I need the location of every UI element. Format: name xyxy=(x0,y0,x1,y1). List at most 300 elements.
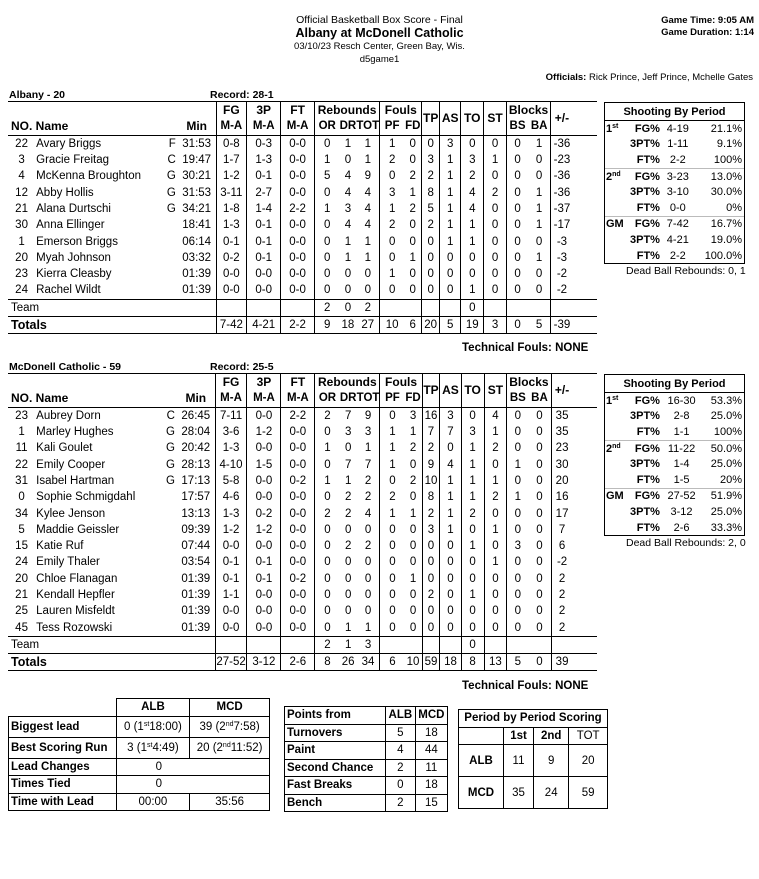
team-row-blank xyxy=(247,636,281,653)
col-st: ST xyxy=(484,374,507,408)
player-name-cell xyxy=(35,233,178,249)
player-ft: 0-0 xyxy=(281,424,315,440)
player-or: 0 xyxy=(324,556,331,569)
player-name: Lauren Misfeldt xyxy=(36,605,115,618)
player-ba: 0 xyxy=(528,282,551,299)
totals-or: 8 xyxy=(324,656,331,669)
player-assists: 1 xyxy=(440,233,461,249)
player-ba: 0 xyxy=(528,554,551,570)
player-steals: 2 xyxy=(484,489,507,505)
player-number: 24 xyxy=(15,556,28,569)
player-turnovers: 3 xyxy=(461,152,484,168)
col-tp-ma: M-A xyxy=(247,118,281,135)
player-or: 0 xyxy=(324,540,331,553)
col-3p: 3P xyxy=(247,102,281,119)
shooting-percent: 19.0% xyxy=(710,233,742,246)
period-header-2: 2nd xyxy=(534,727,569,745)
player-row xyxy=(8,233,597,249)
period-suffix: st xyxy=(612,122,619,130)
period-scoring-title: Period by Period Scoring xyxy=(459,710,608,728)
player-fd: 0 xyxy=(404,233,422,249)
player-bs: 0 xyxy=(514,556,522,569)
team-row-dr: 1 xyxy=(344,638,352,651)
player-name: Anna Ellinger xyxy=(36,219,105,232)
player-fg: 3-6 xyxy=(215,424,247,440)
player-number: 30 xyxy=(15,219,28,232)
player-bs: 0 xyxy=(514,621,522,634)
player-points: 3 xyxy=(422,522,440,538)
col-rebounds: Rebounds xyxy=(315,374,380,391)
team-row-dr: 0 xyxy=(344,301,352,314)
player-minutes: 20:42 xyxy=(177,440,215,456)
col-fouls: Fouls xyxy=(380,374,422,391)
shooting-row xyxy=(605,504,744,520)
player-ft: 0-0 xyxy=(281,538,315,554)
report-title: Official Basketball Box Score - Final xyxy=(296,14,463,26)
team-row-blank xyxy=(178,299,216,316)
player-fg: 1-7 xyxy=(216,152,247,168)
player-turnovers: 1 xyxy=(461,440,484,456)
player-ft: 0-0 xyxy=(281,135,315,152)
player-position: G xyxy=(165,458,175,471)
player-plus-minus: 6 xyxy=(558,540,566,553)
player-or: 0 xyxy=(324,572,331,585)
player-fd: 2 xyxy=(404,473,422,489)
player-fd: 0 xyxy=(404,152,422,168)
player-plus-minus: 7 xyxy=(558,523,566,536)
player-plus-minus: -3 xyxy=(556,235,568,248)
player-fd: 0 xyxy=(404,489,422,505)
player-bs: 1 xyxy=(514,491,522,504)
player-ba: 0 xyxy=(528,587,551,603)
period-total-score: 20 xyxy=(569,745,608,777)
player-steals: 0 xyxy=(484,233,507,249)
team-row-blank xyxy=(484,299,507,316)
player-name: Myah Johnson xyxy=(36,251,111,264)
shooting-period xyxy=(605,184,628,200)
player-or: 1 xyxy=(324,154,331,167)
header-row xyxy=(8,118,597,135)
player-assists: 0 xyxy=(440,250,461,266)
player-minutes: 31:53 xyxy=(178,184,216,200)
player-dr: 0 xyxy=(344,442,352,455)
player-ba: 0 xyxy=(528,168,551,184)
totals-ba: 5 xyxy=(528,316,551,333)
player-steals: 2 xyxy=(484,440,507,456)
player-steals: 1 xyxy=(484,522,507,538)
shooting-made-attempted: 16-30 xyxy=(667,394,696,407)
shooting-made-attempted: 3-10 xyxy=(666,186,689,199)
player-ba: 0 xyxy=(528,571,551,587)
player-minutes: 26:45 xyxy=(177,407,215,424)
player-3p: 1-4 xyxy=(247,201,281,217)
player-name-cell xyxy=(35,505,177,521)
player-ft: 0-0 xyxy=(281,168,315,184)
player-number: 0 xyxy=(18,491,25,504)
player-reb-tot: 2 xyxy=(357,473,380,489)
col-ba: BA xyxy=(528,390,551,407)
shooting-row xyxy=(605,232,744,248)
player-dr: 1 xyxy=(344,621,352,634)
shooting-period xyxy=(605,168,628,184)
player-name-cell xyxy=(35,522,177,538)
player-or: 5 xyxy=(324,170,331,183)
player-minutes: 31:53 xyxy=(178,135,216,152)
player-points: 8 xyxy=(422,489,440,505)
player-3p: 0-2 xyxy=(247,505,281,521)
player-fd: 0 xyxy=(404,554,422,570)
player-fd: 0 xyxy=(404,135,422,152)
player-ba: 0 xyxy=(528,440,551,456)
game-time-block xyxy=(620,15,754,39)
player-pf: 1 xyxy=(389,507,396,520)
shooting-percent: 13.0% xyxy=(710,170,742,183)
shooting-label: 3PT% xyxy=(630,138,660,151)
player-number: 21 xyxy=(15,589,28,601)
points-from-label: Turnovers xyxy=(285,724,386,742)
box-score-table xyxy=(8,373,597,671)
player-fg: 3-11 xyxy=(216,184,247,200)
player-plus-minus: 2 xyxy=(558,605,566,618)
player-assists: 0 xyxy=(440,440,461,456)
player-number: 11 xyxy=(15,442,28,455)
player-assists: 1 xyxy=(440,505,461,521)
header-spacer xyxy=(8,102,35,119)
col-tp: TP xyxy=(422,102,440,136)
col-to: TO xyxy=(461,102,484,136)
col-tp: TP xyxy=(422,374,440,408)
player-plus-minus: -36 xyxy=(553,186,571,199)
player-turnovers: 0 xyxy=(461,554,484,570)
player-turnovers: 0 xyxy=(461,522,484,538)
player-pf: 0 xyxy=(388,284,396,297)
box-score-table xyxy=(8,101,597,334)
header-spacer xyxy=(177,374,215,391)
shooting-period xyxy=(605,504,628,520)
player-name-cell xyxy=(35,407,177,424)
shooting-period xyxy=(605,520,628,536)
player-reb-tot: 7 xyxy=(357,456,380,472)
player-fg: 0-1 xyxy=(215,571,247,587)
shooting-made-attempted: 1-1 xyxy=(673,425,690,438)
player-plus-minus: 35 xyxy=(555,409,569,422)
summary-value-alb: 0 (1st18:00) xyxy=(116,716,190,737)
shooting-period xyxy=(605,440,628,456)
col-tot: TOT xyxy=(356,118,379,135)
period-number: 2 xyxy=(606,170,613,183)
header-row xyxy=(8,374,597,391)
player-pf: 0 xyxy=(389,621,396,634)
player-assists: 1 xyxy=(440,184,461,200)
player-dr: 3 xyxy=(344,426,352,439)
shooting-percent: 0% xyxy=(726,201,742,214)
player-turnovers: 4 xyxy=(461,201,484,217)
player-name: Emily Cooper xyxy=(36,458,106,471)
team-row xyxy=(8,636,597,653)
player-steals: 4 xyxy=(484,407,507,424)
player-fg: 0-8 xyxy=(216,135,247,152)
player-fd: 2 xyxy=(404,440,422,456)
player-assists: 3 xyxy=(440,407,461,424)
player-bs: 1 xyxy=(514,458,522,471)
player-steals: 0 xyxy=(484,135,507,152)
summary-label: Lead Changes xyxy=(9,758,117,776)
player-reb-tot: 2 xyxy=(357,489,380,505)
col-ba: BA xyxy=(528,118,551,135)
shooting-made-attempted: 0-0 xyxy=(669,201,686,214)
header-row xyxy=(8,102,597,119)
shooting-made-attempted: 2-2 xyxy=(669,249,686,262)
game-time: Game Time: 9:05 AM xyxy=(661,15,754,26)
player-row xyxy=(8,456,597,472)
period-scoring-row xyxy=(459,745,608,777)
shooting-period xyxy=(605,248,628,264)
totals-fd: 10 xyxy=(404,654,422,671)
player-bs: 0 xyxy=(514,219,521,232)
player-name-cell xyxy=(35,538,177,554)
player-points: 0 xyxy=(422,282,440,299)
shooting-label: 3PT% xyxy=(630,186,660,199)
team-row-blank xyxy=(281,636,315,653)
player-ba: 0 xyxy=(528,522,551,538)
player-pf: 1 xyxy=(388,137,396,150)
player-turnovers: 1 xyxy=(461,233,484,249)
player-fd: 0 xyxy=(404,266,422,282)
player-fg: 0-1 xyxy=(215,554,247,570)
player-turnovers: 1 xyxy=(461,489,484,505)
player-name: Kali Goulet xyxy=(36,442,93,455)
player-pf: 0 xyxy=(389,589,396,601)
player-points: 0 xyxy=(422,619,440,636)
player-turnovers: 1 xyxy=(461,217,484,233)
team-row xyxy=(8,299,597,316)
player-minutes: 06:14 xyxy=(178,233,216,249)
totals-or: 9 xyxy=(324,319,331,331)
player-ba: 0 xyxy=(528,456,551,472)
player-dr: 4 xyxy=(344,170,352,183)
player-number: 21 xyxy=(15,202,28,215)
team-row-blank xyxy=(404,636,422,653)
player-ft: 0-2 xyxy=(281,571,315,587)
player-points: 2 xyxy=(422,217,440,233)
game-code: d5game1 xyxy=(359,54,400,65)
shooting-row xyxy=(605,520,744,536)
player-number: 23 xyxy=(15,409,28,422)
shooting-row xyxy=(605,121,744,137)
player-steals: 1 xyxy=(484,554,507,570)
player-minutes: 28:13 xyxy=(177,456,215,472)
player-number: 25 xyxy=(15,605,28,618)
player-bs: 0 xyxy=(514,523,522,536)
player-number: 3 xyxy=(18,154,25,167)
shooting-percent: 20% xyxy=(719,473,742,486)
shooting-made-attempted: 7-42 xyxy=(666,218,689,231)
player-fg: 0-0 xyxy=(215,603,247,619)
player-reb-tot: 4 xyxy=(357,505,380,521)
player-3p: 0-1 xyxy=(247,250,281,266)
player-fg: 0-0 xyxy=(215,538,247,554)
shooting-period xyxy=(605,393,628,409)
player-fd: 0 xyxy=(404,538,422,554)
player-turnovers: 1 xyxy=(461,282,484,299)
totals-to: 8 xyxy=(461,654,484,671)
player-reb-tot: 4 xyxy=(356,201,379,217)
player-minutes: 01:39 xyxy=(177,603,215,619)
player-bs: 0 xyxy=(514,572,522,585)
player-turnovers: 2 xyxy=(461,168,484,184)
player-turnovers: 2 xyxy=(461,505,484,521)
player-assists: 3 xyxy=(440,135,461,152)
player-ft: 0-0 xyxy=(281,603,315,619)
player-reb-tot: 1 xyxy=(356,135,379,152)
summary-label: Best Scoring Run xyxy=(9,737,117,758)
player-fg: 4-10 xyxy=(215,456,247,472)
shooting-percent: 30.0% xyxy=(710,186,742,199)
player-minutes: 34:21 xyxy=(178,201,216,217)
shooting-made-attempted: 2-2 xyxy=(669,153,686,166)
player-ba: 0 xyxy=(528,489,551,505)
player-steals: 0 xyxy=(484,282,507,299)
totals-pm: -39 xyxy=(553,319,571,331)
player-fg: 7-11 xyxy=(215,407,247,424)
player-name-cell xyxy=(35,282,178,299)
player-ba: 0 xyxy=(528,266,551,282)
player-plus-minus: 16 xyxy=(555,491,569,504)
player-pf: 1 xyxy=(389,442,396,455)
player-dr: 3 xyxy=(344,202,352,215)
player-bs: 0 xyxy=(514,409,522,422)
player-fg: 5-8 xyxy=(215,473,247,489)
player-steals: 1 xyxy=(484,152,507,168)
player-3p: 0-0 xyxy=(247,473,281,489)
shooting-label: FT% xyxy=(636,249,660,262)
player-name-cell xyxy=(35,619,177,636)
player-turnovers: 1 xyxy=(461,456,484,472)
player-pf: 0 xyxy=(389,523,396,536)
totals-dr: 26 xyxy=(341,656,355,669)
player-number: 15 xyxy=(15,540,28,553)
player-turnovers: 1 xyxy=(461,473,484,489)
player-steals: 0 xyxy=(484,168,507,184)
header-spacer xyxy=(35,102,178,119)
player-bs: 0 xyxy=(514,426,522,439)
player-turnovers: 0 xyxy=(461,619,484,636)
shooting-label: FG% xyxy=(634,490,660,503)
player-steals: 0 xyxy=(484,538,507,554)
player-dr: 4 xyxy=(344,186,352,199)
col-3p: 3P xyxy=(247,374,281,391)
shooting-row xyxy=(605,168,744,184)
player-points: 0 xyxy=(422,233,440,249)
player-fg: 1-8 xyxy=(216,201,247,217)
shooting-title: Shooting By Period xyxy=(605,375,744,393)
time-with-lead-alb: 00:00 xyxy=(116,793,190,811)
shooting-percent: 100% xyxy=(713,425,742,438)
period-number: 1 xyxy=(606,122,613,135)
player-reb-tot: 1 xyxy=(357,619,380,636)
player-pf: 1 xyxy=(388,202,396,215)
team-row-blank xyxy=(422,636,440,653)
player-number: 22 xyxy=(15,458,28,471)
shooting-period xyxy=(605,472,628,488)
player-pf: 2 xyxy=(388,219,396,232)
points-from-label: Fast Breaks xyxy=(285,777,386,795)
player-minutes: 03:32 xyxy=(178,250,216,266)
totals-tp: 3-12 xyxy=(247,654,281,671)
player-dr: 1 xyxy=(344,137,352,150)
player-bs: 0 xyxy=(514,235,521,248)
player-number: 23 xyxy=(15,268,28,281)
period-number: 1 xyxy=(606,394,613,407)
player-or: 0 xyxy=(324,251,331,264)
player-points: 8 xyxy=(422,184,440,200)
lead-changes-value: 0 xyxy=(116,758,269,776)
team-row-blank xyxy=(528,636,551,653)
team-row-blank xyxy=(281,299,315,316)
player-3p: 0-0 xyxy=(247,266,281,282)
shooting-made-attempted: 1-5 xyxy=(673,473,690,486)
player-or: 1 xyxy=(324,202,331,215)
team-row-or: 2 xyxy=(324,638,331,651)
shooting-by-period xyxy=(604,102,745,264)
col-fd: FD xyxy=(404,390,422,407)
player-row xyxy=(8,184,597,200)
player-turnovers: 1 xyxy=(461,587,484,603)
venue-line: 03/10/23 Resch Center, Green Bay, Wis. xyxy=(294,41,465,52)
period-scoring-table xyxy=(458,709,608,809)
col-no-name: NO. Name xyxy=(11,391,69,406)
player-reb-tot: 0 xyxy=(357,571,380,587)
player-points: 5 xyxy=(422,201,440,217)
player-name: Alana Durtschi xyxy=(36,202,111,215)
player-minutes: 30:21 xyxy=(178,168,216,184)
col-blocks: Blocks xyxy=(506,102,550,119)
player-reb-tot: 0 xyxy=(356,282,379,299)
team-row-tot: 2 xyxy=(356,299,379,316)
shooting-percent: 100.0% xyxy=(704,249,742,262)
player-position: G xyxy=(166,186,176,199)
player-dr: 0 xyxy=(344,523,352,536)
player-row xyxy=(8,250,597,266)
player-minutes: 01:39 xyxy=(177,571,215,587)
team-row-label: Team xyxy=(11,638,40,651)
player-assists: 1 xyxy=(440,489,461,505)
points-from-alb: 4 xyxy=(386,742,416,760)
player-turnovers: 0 xyxy=(461,407,484,424)
player-assists: 1 xyxy=(440,201,461,217)
player-dr: 1 xyxy=(344,235,352,248)
points-from-mcd: 11 xyxy=(415,759,447,777)
player-name-cell xyxy=(35,473,177,489)
player-position: G xyxy=(166,202,176,215)
shooting-period xyxy=(605,216,628,232)
team-row-blank xyxy=(440,636,461,653)
col-fg: FG xyxy=(215,374,247,391)
period-suffix: st xyxy=(612,394,619,402)
player-row xyxy=(8,538,597,554)
shooting-made-attempted: 4-19 xyxy=(666,122,689,135)
player-reb-tot: 9 xyxy=(356,168,379,184)
player-dr: 1 xyxy=(344,251,352,264)
player-reb-tot: 1 xyxy=(356,152,379,168)
player-fg: 1-3 xyxy=(215,505,247,521)
shooting-row xyxy=(605,488,744,504)
matchup-title: Albany at McDonell Catholic xyxy=(295,26,464,40)
player-points: 10 xyxy=(422,473,440,489)
player-fd: 2 xyxy=(404,201,422,217)
player-ba: 0 xyxy=(528,505,551,521)
player-turnovers: 4 xyxy=(461,184,484,200)
